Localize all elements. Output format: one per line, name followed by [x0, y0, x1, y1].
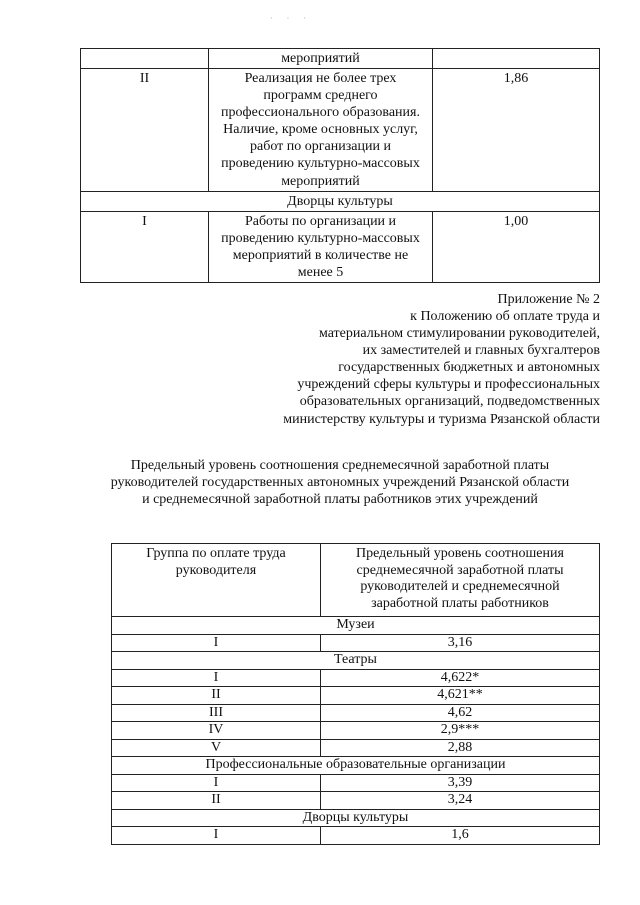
section-label: Театры	[112, 652, 600, 670]
group-cell: II	[112, 687, 321, 705]
value-cell: 1,00	[433, 211, 600, 282]
table-row	[112, 669, 600, 687]
criteria-line: менее 5	[297, 264, 344, 280]
table-row	[81, 191, 600, 211]
criteria-line: проведению культурно-массовых	[221, 230, 420, 246]
criteria-line: работ по организации и	[250, 139, 391, 155]
group-cell: I	[112, 774, 321, 792]
ratio-cell: 3,39	[321, 774, 600, 792]
document-title	[70, 457, 610, 508]
value-cell	[433, 49, 600, 69]
group-cell: I	[112, 634, 321, 652]
table-row	[112, 687, 600, 705]
section-label: Музеи	[112, 617, 600, 635]
header-line: Группа по оплате труда	[146, 546, 286, 561]
section-row	[112, 757, 600, 775]
appendix-line: материальном стимулировании руководителей,	[318, 326, 600, 342]
title-line: Предельный уровень соотношения среднемесячной заработной платы	[130, 458, 550, 473]
ratio-cell: 3,24	[321, 792, 600, 810]
header-group	[112, 544, 321, 617]
table-row	[81, 69, 600, 192]
appendix-line: их заместителей и главных бухгалтеров	[362, 343, 600, 359]
scan-specks: · · ·	[270, 14, 312, 23]
table-row	[112, 792, 600, 810]
criteria-cell	[209, 69, 433, 192]
appendix-line: государственных бюджетных и автономных	[338, 360, 600, 376]
criteria-line: Наличие, кроме основных услуг,	[223, 122, 418, 138]
ratio-cell: 2,88	[321, 739, 600, 757]
criteria-cell	[209, 211, 433, 282]
appendix-line: министерству культуры и туризма Рязанской области	[283, 411, 600, 427]
criteria-line: профессионального образования.	[221, 105, 420, 121]
header-line: руководителей и среднемесячной	[360, 579, 560, 595]
ratio-cell: 2,9***	[321, 722, 600, 740]
header-line: руководителя	[175, 562, 257, 578]
appendix-line: образовательных организаций, подведомственных	[299, 394, 600, 410]
table-row	[112, 774, 600, 792]
title-line: руководителей государственных автономных учреждений Рязанской области	[110, 475, 570, 491]
ratio-cell: 4,62	[321, 704, 600, 722]
group-cell: I	[112, 827, 321, 845]
classification-table	[80, 48, 600, 283]
appendix-line: к Положению об оплате труда и	[410, 309, 600, 325]
section-row-label: Дворцы культуры	[81, 191, 600, 211]
salary-ratio-table	[111, 543, 600, 845]
title-line: и среднемесячной заработной платы работников этих учреждений	[142, 492, 538, 508]
header-line: Предельный уровень соотношения	[356, 546, 564, 561]
section-row	[112, 652, 600, 670]
criteria-line: программ среднего	[263, 88, 378, 104]
table-row	[112, 722, 600, 740]
group-cell: IV	[112, 722, 321, 740]
group-cell: I	[81, 211, 209, 282]
criteria-line: мероприятий в количестве не	[232, 247, 409, 263]
header-row	[112, 544, 600, 617]
appendix-header	[220, 291, 600, 428]
group-cell: V	[112, 739, 321, 757]
value-cell: 1,86	[433, 69, 600, 192]
appendix-line: учреждений сферы культуры и профессиональных	[297, 377, 600, 393]
ratio-cell: 4,622*	[321, 669, 600, 687]
ratio-cell: 3,16	[321, 634, 600, 652]
group-cell: II	[81, 69, 209, 192]
section-row	[112, 617, 600, 635]
group-cell: II	[112, 792, 321, 810]
header-line: заработной платы работников	[371, 595, 549, 611]
criteria-line: Работы по организации и	[244, 213, 397, 229]
group-cell	[81, 49, 209, 69]
table-row	[112, 739, 600, 757]
table-row	[112, 827, 600, 845]
section-row	[112, 809, 600, 827]
section-label: Профессиональные образовательные организации	[112, 757, 600, 775]
group-cell: III	[112, 704, 321, 722]
criteria-line: мероприятий	[281, 173, 360, 189]
table-row	[112, 704, 600, 722]
criteria-line: Реализация не более трех	[244, 71, 397, 87]
table-row	[112, 634, 600, 652]
ratio-cell: 4,621**	[321, 687, 600, 705]
appendix-line: Приложение № 2	[497, 292, 600, 307]
ratio-cell: 1,6	[321, 827, 600, 845]
table-row	[81, 211, 600, 282]
section-label: Дворцы культуры	[112, 809, 600, 827]
header-line: среднемесячной заработной платы	[356, 562, 564, 578]
table-row	[81, 49, 600, 69]
criteria-cell: мероприятий	[209, 49, 433, 69]
header-ratio	[321, 544, 600, 617]
group-cell: I	[112, 669, 321, 687]
criteria-line: проведению культурно-массовых	[221, 156, 420, 172]
